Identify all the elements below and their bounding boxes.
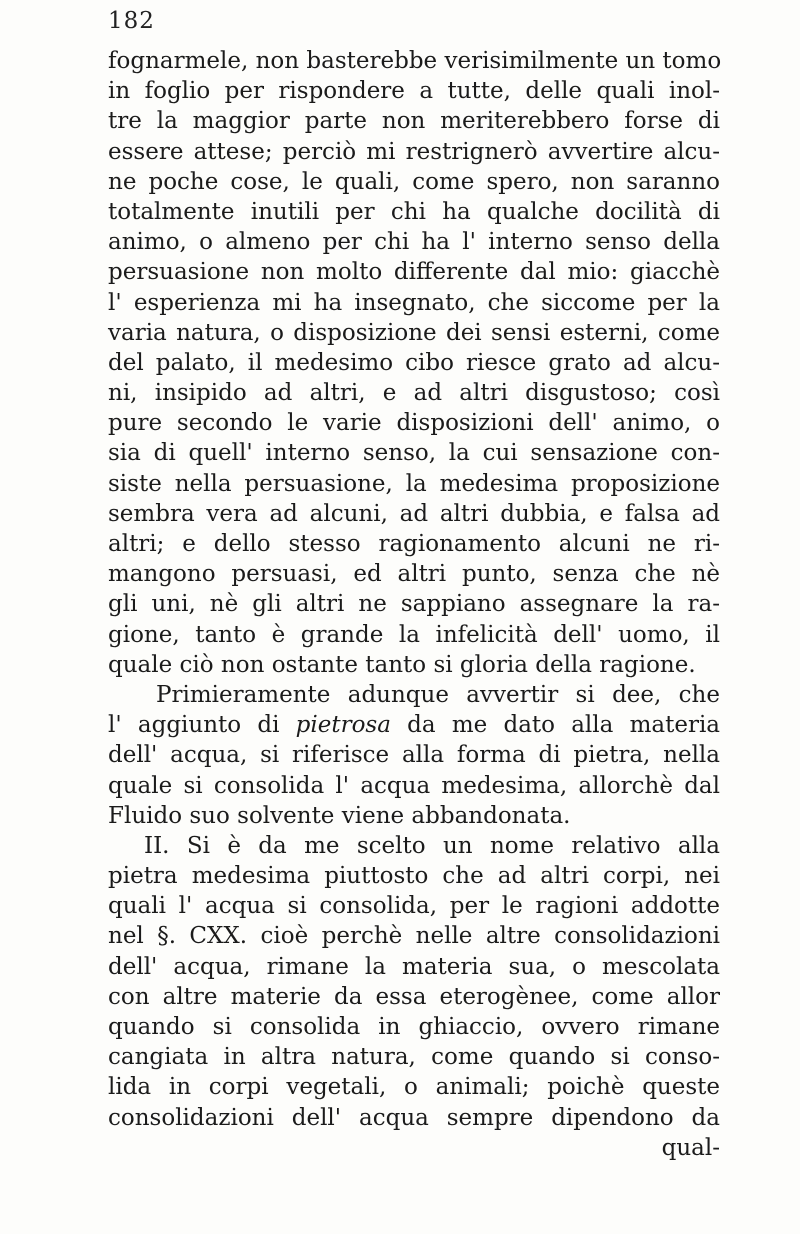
text-line: totalmente inutili per chi ha qualche docilità di [108,198,720,225]
text-line: dell' acqua, si riferisce alla forma di pietra, nella [108,742,720,769]
body-text [108,46,720,1163]
text-line: ni, insipido ad altri, e ad altri disgustoso; così [108,380,720,407]
text-line: nel §. CXX. cioè perchè nelle altre consolidazioni [108,923,720,950]
text-line: dell' acqua, rimane la materia sua, o mescolata [108,953,720,980]
italic-term: pietrosa [295,712,391,739]
paragraph-start-line: II. Si è da me scelto un nome relativo alla [144,832,720,859]
text-line: quale si consolida l' acqua medesima, allorchè dal [108,772,720,799]
text-line: Fluido suo solvente viene abbandonata. [108,802,571,829]
text-line: pietra medesima piuttosto che ad altri corpi, nei [108,863,720,890]
paragraph-start-line: Primieramente adunque avvertir si dee, che [156,681,720,708]
text-line: con altre materie da essa eterogènee, come allor [108,983,720,1010]
text-line: quali l' acqua si consolida, per le ragioni addotte [108,893,720,920]
text-line: in foglio per rispondere a tutte, delle quali inol- [108,78,720,105]
text-line: gli uni, nè gli altri ne sappiano assegnare la ra- [108,591,720,618]
text-line: ne poche cose, le quali, come spero, non saranno [108,168,720,195]
text-line: animo, o almeno per chi ha l' interno senso della [108,229,720,256]
text-line: essere attese; perciò mi restrignerò avvertire alcu- [108,138,720,165]
text-line: gione, tanto è grande la infelicità dell' uomo, il [108,621,720,648]
text-line: cangiata in altra natura, come quando si conso- [108,1044,720,1071]
page-number: 182 [108,8,155,34]
text-line: pure secondo le varie disposizioni dell' animo, o [108,410,720,437]
text-line: mangono persuasi, ed altri punto, senza che nè [108,561,720,588]
text-line: sia di quell' interno senso, la cui sensazione con- [108,440,720,467]
text-line: siste nella persuasione, la medesima proposizione [108,470,720,497]
catchword: qual- [661,1134,720,1161]
text-line: varia natura, o disposizione dei sensi esterni, come [108,319,720,346]
text-line: persuasione non molto differente dal mio: giacchè [108,259,720,286]
text-fragment: da me dato alla materia [390,712,721,739]
text-line: quale ciò non ostante tanto si gloria della ragione. [108,651,696,678]
text-line: fognarmele, non basterebbe verisimilmente un tomo [108,48,722,74]
text-line: consolidazioni dell' acqua sempre dipendono da [108,1104,720,1131]
text-fragment: l' aggiunto di [108,712,296,739]
text-line: altri; e dello stesso ragionamento alcuni ne ri- [108,531,720,557]
text-line: l' esperienza mi ha insegnato, che siccome per la [108,289,720,316]
text-line: del palato, il medesimo cibo riesce grato ad alcu- [108,349,720,376]
text-line-with-italic [108,710,720,740]
text-line: sembra vera ad alcuni, ad altri dubbia, e falsa ad [108,500,720,527]
text-line: tre la maggior parte non meriterebbero forse di [108,108,720,135]
text-line: quando si consolida in ghiaccio, ovvero rimane [108,1014,720,1040]
text-line: lida in corpi vegetali, o animali; poichè queste [108,1074,720,1101]
